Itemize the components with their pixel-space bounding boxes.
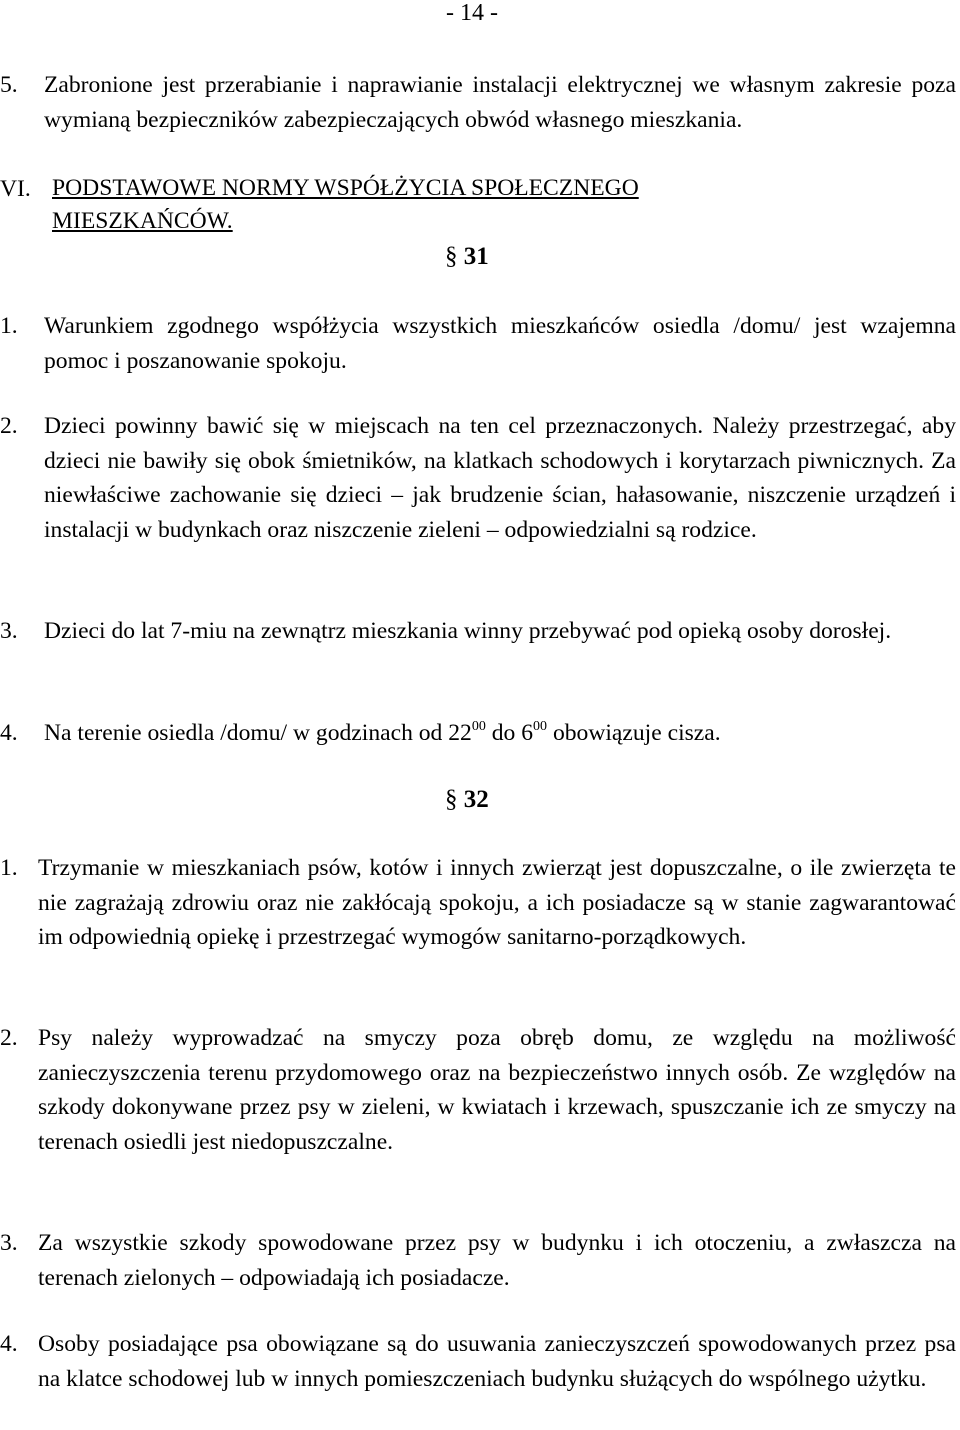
section-title-line-1: PODSTAWOWE NORMY WSPÓŁŻYCIA SPOŁECZNEGO [52,175,639,201]
quiet-hours-text-b: do 6 [485,720,534,746]
section-title [52,172,639,238]
item-text: Psy należy wyprowadzać na smyczy poza obręb domu, ze względu na możliwość zanieczyszczenia terenu przydomowego oraz na bezpieczeństwo innych osób. Ze względów na szkody dokonywane przez psy w zieleni, w kwiatach i krzewach, spuszczanie ich ze smyczy na terenach osiedli jest niedopuszczalne. [38,1025,956,1155]
item-text [44,716,956,751]
section-sign: § [445,786,458,813]
item-text: Dzieci do lat 7-miu na zewnątrz mieszkania winny przebywać pod opieką osoby dorosłej. [44,618,892,644]
item-number: 3. [0,1230,18,1256]
par32-item-3 [0,1226,956,1295]
quiet-hours-text-c: obowiązuje cisza. [547,720,721,746]
item-text: Dzieci powinny bawić się w miejscach na ten cel przeznaczonych. Należy przestrzegać, aby dzieci nie bawiły się obok śmietników, na klatkach schodowych i korytarzach piwnicznych. Za niewłaściwe zachowanie się dzieci – jak brudzenie ścian, hałasowanie, niszczenie urządzeń i instalacji w budynkach oraz niszczenie zieleni – odpowiedzialni są rodzice. [44,413,956,543]
item-text: Trzymanie w mieszkaniach psów, kotów i innych zwierząt jest dopuszczalne, o ile zwierzęta te nie zagrażają zdrowiu oraz nie zakłócają spokoju, a ich posiadacze są w stanie zagwarantować im odpowiednią opiekę i przestrzegać wymogów sanitarno-porządkowych. [38,855,956,950]
quiet-hours-sup-b: 00 [533,719,548,734]
item-text: Osoby posiadające psa obowiązane są do usuwania zanieczyszczeń spowodowanych przez psa na klatce schodowej lub w innych pomieszczeniach budynku służących do wspólnego użytku. [38,1331,956,1392]
item-number: 1. [0,313,18,339]
item-number: 2. [0,1025,18,1051]
quiet-hours-text-a: Na terenie osiedla /domu/ w godzinach od 22 [44,720,472,746]
item-number: 1. [0,855,18,881]
par32-item-1 [0,851,956,955]
quiet-hours-sup-a: 00 [471,719,486,734]
par32-item-4 [0,1327,956,1396]
item-text: Warunkiem zgodnego współżycia wszystkich mieszkańców osiedla /domu/ jest wzajemna pomoc i poszanowanie spokoju. [44,313,956,374]
item-text: Za wszystkie szkody spowodowane przez psy w budynku i ich otoczeniu, a zwłaszcza na terenach zielonych – odpowiadają ich posiadacze. [38,1230,956,1291]
par32-item-2 [0,1021,956,1159]
section-number: VI. [0,176,31,202]
item-text: Zabronione jest przerabianie i naprawianie instalacji elektrycznej we własnym zakresie poza wymianą bezpieczników zabezpieczających obwód własnego mieszkania. [44,72,956,133]
item-number: 2. [0,413,18,439]
par31-item-2 [0,409,956,547]
section-sign: § [445,243,458,270]
paragraph-31-heading [445,243,489,271]
par31-item-1 [0,309,956,378]
item-number: 4. [0,720,18,746]
item-number: 5. [0,72,18,98]
par31-item-3 [0,614,956,649]
section-title-line-2: MIESZKAŃCÓW. [52,208,233,234]
item-5 [0,68,956,137]
paragraph-number: 32 [463,786,489,813]
paragraph-32-heading [445,786,489,814]
page-number: - 14 - [446,0,498,26]
item-number: 4. [0,1331,18,1357]
item-number: 3. [0,618,18,644]
par31-item-4 [0,716,956,751]
paragraph-number: 31 [463,243,489,270]
